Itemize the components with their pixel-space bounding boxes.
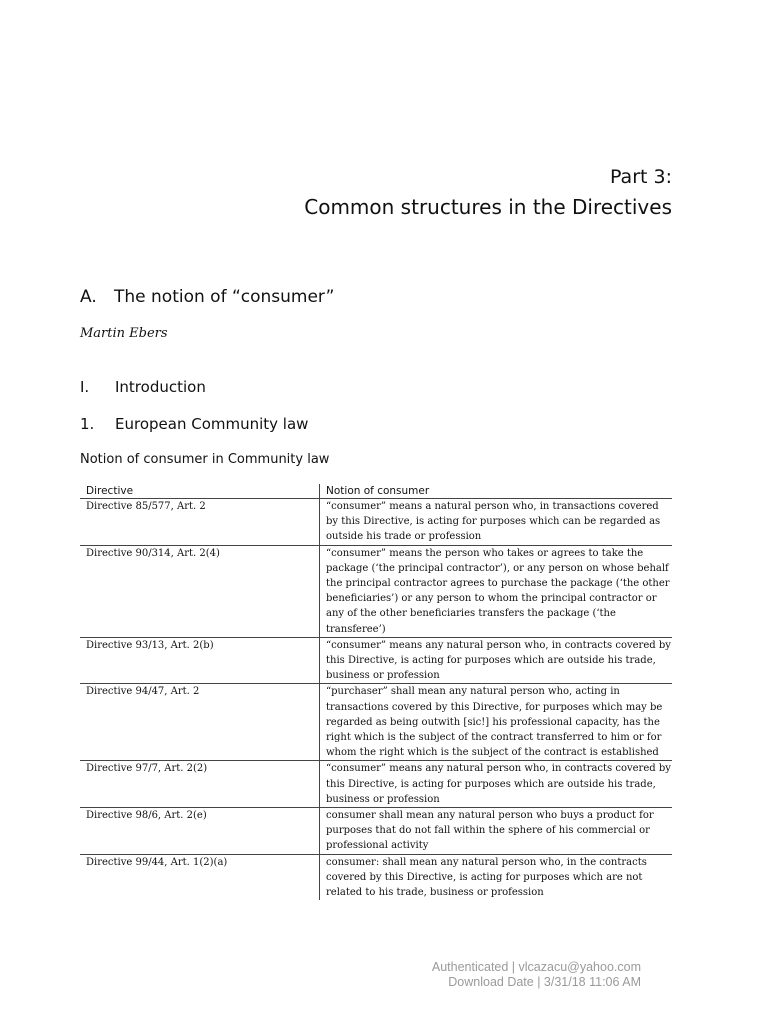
download-date-line: Download Date | 3/31/18 11:06 AM — [448, 975, 641, 989]
consumer-notion-table — [80, 484, 672, 900]
subsection-title: European Community law — [115, 415, 309, 433]
notion-cell: “purchaser” shall mean any natural person who, acting in transactions covered by this Directive, for purposes which may be regarded as being outwith [sic!] his professional capacity, has the right which is the subject of the contract transferred to him or for whom the right which is the subject of the contract is established — [320, 684, 673, 761]
table-row — [80, 808, 672, 855]
notion-cell: “consumer” means any natural person who, in contracts covered by this Directive, is acting for purposes which are outside his trade, business or profession — [320, 637, 673, 684]
directive-cell: Directive 94/47, Art. 2 — [80, 684, 320, 761]
notion-cell: “consumer” means any natural person who, in contracts covered by this Directive, is acting for purposes which are outside his trade, business or profession — [320, 761, 673, 808]
section-letter: A. — [80, 287, 97, 307]
directive-cell: Directive 97/7, Art. 2(2) — [80, 761, 320, 808]
directive-cell: Directive 85/577, Art. 2 — [80, 499, 320, 546]
subsection-number: 1. — [80, 415, 95, 433]
table-row — [80, 545, 672, 637]
table-row — [80, 761, 672, 808]
table-header-row — [80, 484, 672, 499]
table-row — [80, 854, 672, 900]
part-label: Part 3: — [609, 166, 672, 188]
author-name: Martin Ebers — [80, 326, 168, 341]
part-heading — [304, 164, 672, 222]
section-heading — [80, 286, 334, 308]
subsection-heading-introduction — [80, 377, 206, 397]
directive-cell: Directive 93/13, Art. 2(b) — [80, 637, 320, 684]
column-header-directive: Directive — [80, 484, 320, 499]
notion-cell: “consumer” means a natural person who, in transactions covered by this Directive, is acting for purposes which can be regarded as outside his trade or profession — [320, 499, 673, 546]
directive-cell: Directive 99/44, Art. 1(2)(a) — [86, 856, 228, 868]
section-title: The notion of “consumer” — [114, 287, 335, 307]
subsection-heading-european-community-law — [80, 414, 308, 434]
notion-cell: consumer shall mean any natural person who buys a product for purposes that do not fall within the sphere of his commercial or professional activity — [320, 808, 673, 855]
authentication-footer — [432, 960, 641, 990]
table-row — [80, 684, 672, 761]
notion-cell: consumer: shall mean any natural person who, in the contracts covered by this Directive, is acting for purposes which are not related to his trade, business or profession — [320, 854, 673, 900]
subsection-number: I. — [80, 378, 90, 396]
authenticated-line: Authenticated | vlcazacu@yahoo.com — [431, 960, 641, 974]
table-row — [80, 637, 672, 684]
part-title: Common structures in the Directives — [304, 195, 672, 219]
column-header-notion: Notion of consumer — [320, 484, 673, 499]
table-row — [80, 499, 672, 546]
directive-cell: Directive 98/6, Art. 2(e) — [80, 808, 320, 855]
notion-cell: “consumer” means the person who takes or agrees to take the package (‘the principal contractor’), or any person on whose behalf the principal contractor agrees to purchase the package (‘the other beneficiaries’) or any person to whom the principal contractor or any of the other beneficiaries transfers the package (‘the transferee’) — [320, 545, 673, 637]
table-caption: Notion of consumer in Community law — [80, 452, 330, 467]
subsection-title: Introduction — [115, 378, 206, 396]
directive-cell: Directive 90/314, Art. 2(4) — [80, 545, 320, 637]
